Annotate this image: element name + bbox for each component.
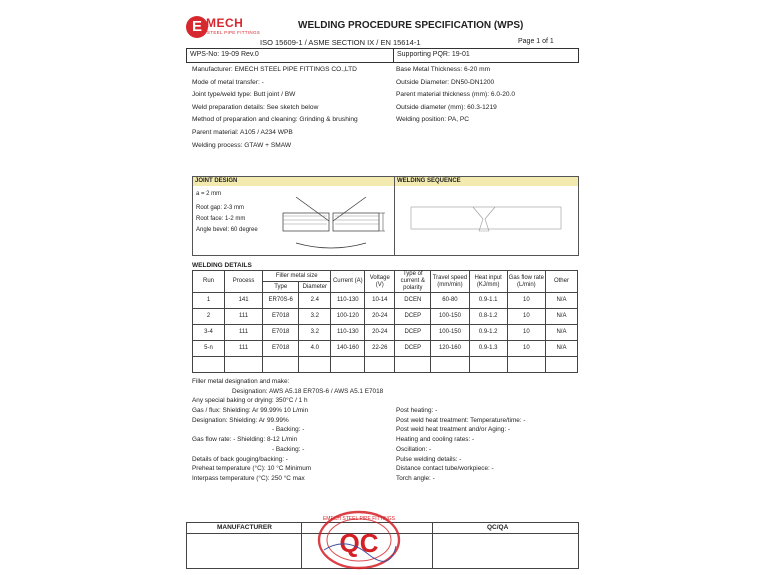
divider — [394, 177, 395, 255]
joint-design-header: JOINT DESIGN — [193, 177, 395, 186]
table-subheader-row: Type Diameter — [193, 282, 578, 293]
field-row: Preheat temperature (°C): 10 °C Minimum Distance contact tube/workpiece: - — [192, 465, 494, 473]
wps-number: WPS-No: 19-09 Rev.0 — [190, 51, 259, 58]
logo-mark-icon: E — [186, 16, 208, 38]
field-row: - Backing: - Oscillation: - — [272, 445, 432, 453]
wps-document — [186, 10, 579, 570]
logo-name: MECH — [206, 16, 244, 30]
field-row: Any special baking or drying: 350°C / 1 h — [192, 397, 308, 405]
joint-detail: Angle bevel: 60 degree — [196, 227, 258, 233]
field-row: - Backing: - Post weld heat treatment and/or Aging: - — [272, 426, 511, 434]
field-row: Designation: AWS A5.18 ER70S-6 / AWS A5.1 E7018 — [232, 387, 384, 395]
field-row: Filler metal designation and make: — [192, 378, 290, 385]
field-row: Mode of metal transfer: - Outside Diameter: DN50-DN1200 — [192, 78, 495, 86]
page-number: Page 1 of 1 — [518, 38, 554, 45]
joint-detail: a = 2 mm — [196, 191, 222, 197]
field-row: Manufacturer: EMECH STEEL PIPE FITTINGS CO.,LTD Base Metal Thickness: 6-20 mm — [192, 66, 491, 73]
divider — [393, 49, 394, 62]
field-row: Joint type/weld type: Butt joint / BW Parent material thickness (mm): 6.0-20.0 — [192, 91, 516, 99]
welding-sequence-header: WELDING SEQUENCE — [395, 177, 578, 186]
filler-and-heat-treatment-fields — [192, 378, 578, 485]
joint-sketch-icon — [271, 191, 391, 253]
field-row: Parent material: A105 / A234 WPB — [192, 128, 293, 136]
table-row: 3-4 111 E7018 3.2 110-130 20-24 DCEP 100-150 0.9-1.2 10 N/A — [193, 325, 578, 341]
welding-sequence-sketch-icon — [407, 201, 567, 241]
welding-parameters-table — [192, 270, 578, 373]
joint-detail: Root gap: 2-3 mm — [196, 205, 245, 211]
table-row: 1 141 ER70S-6 2.4 110-130 10-14 DCEN 60-80 0.9-1.1 10 N/A — [193, 293, 578, 309]
table-row: 2 111 E7018 3.2 100-120 20-24 DCEP 100-150 0.8-1.2 10 N/A — [193, 309, 578, 325]
welding-details-label: WELDING DETAILS — [192, 262, 252, 269]
field-row: Interpass temperature (°C): 250 °C max Torch angle: - — [192, 474, 435, 482]
qc-label: QC/QA — [487, 524, 509, 531]
field-row: Gas / flux: Shielding: Ar 99.99% 10 L/min Post heating: - — [192, 407, 438, 415]
field-row: Weld preparation details: See sketch below Outside diameter (mm): 60.3-1219 — [192, 103, 497, 111]
manufacturer-label: MANUFACTURER — [217, 524, 272, 531]
wps-id-box — [186, 48, 579, 63]
field-row: Designation: Shielding: Ar 99.99% Post weld heat treatment: Temperature/time: - — [192, 416, 526, 424]
field-row: Gas flow rate: - Shielding: 8-12 L/min Heating and cooling rates: - — [192, 436, 475, 444]
stamp-letters: QC — [339, 528, 379, 558]
company-logo — [186, 16, 260, 40]
joint-design-section — [192, 176, 579, 256]
stamp-ring-text: EMECH STEEL PIPE FITTINGS — [322, 516, 396, 522]
document-standard: ISO 15609-1 / ASME SECTION IX / EN 15614-1 — [260, 38, 421, 47]
table-row: 5-n 111 E7018 4.0 140-160 22-26 DCEP 120-160 0.9-1.3 10 N/A — [193, 341, 578, 357]
field-row: Details of back gouging/backing: - Pulse welding details: - — [192, 455, 462, 463]
field-row: Method of preparation and cleaning: Grinding & brushing Welding position: PA, PC — [192, 116, 470, 124]
supporting-pqr: Supporting PQR: 19-01 — [397, 51, 470, 58]
qc-stamp-icon — [316, 506, 402, 570]
joint-detail: Root face: 1-2 mm — [196, 216, 246, 222]
table-row-empty — [193, 357, 578, 373]
logo-subtitle: STEEL PIPE FITTINGS — [207, 30, 261, 35]
wps-fields — [192, 66, 578, 154]
table-header-row: Run Process Filler metal size Current (A) Voltage (V) Type of current & polarity Travel speed (mm/min) Heat input (KJ/mm) Gas flow rate (L/min) Other — [193, 271, 578, 282]
document-title: WELDING PROCEDURE SPECIFICATION (WPS) — [298, 20, 524, 31]
field-row: Welding process: GTAW + SMAW — [192, 141, 292, 149]
